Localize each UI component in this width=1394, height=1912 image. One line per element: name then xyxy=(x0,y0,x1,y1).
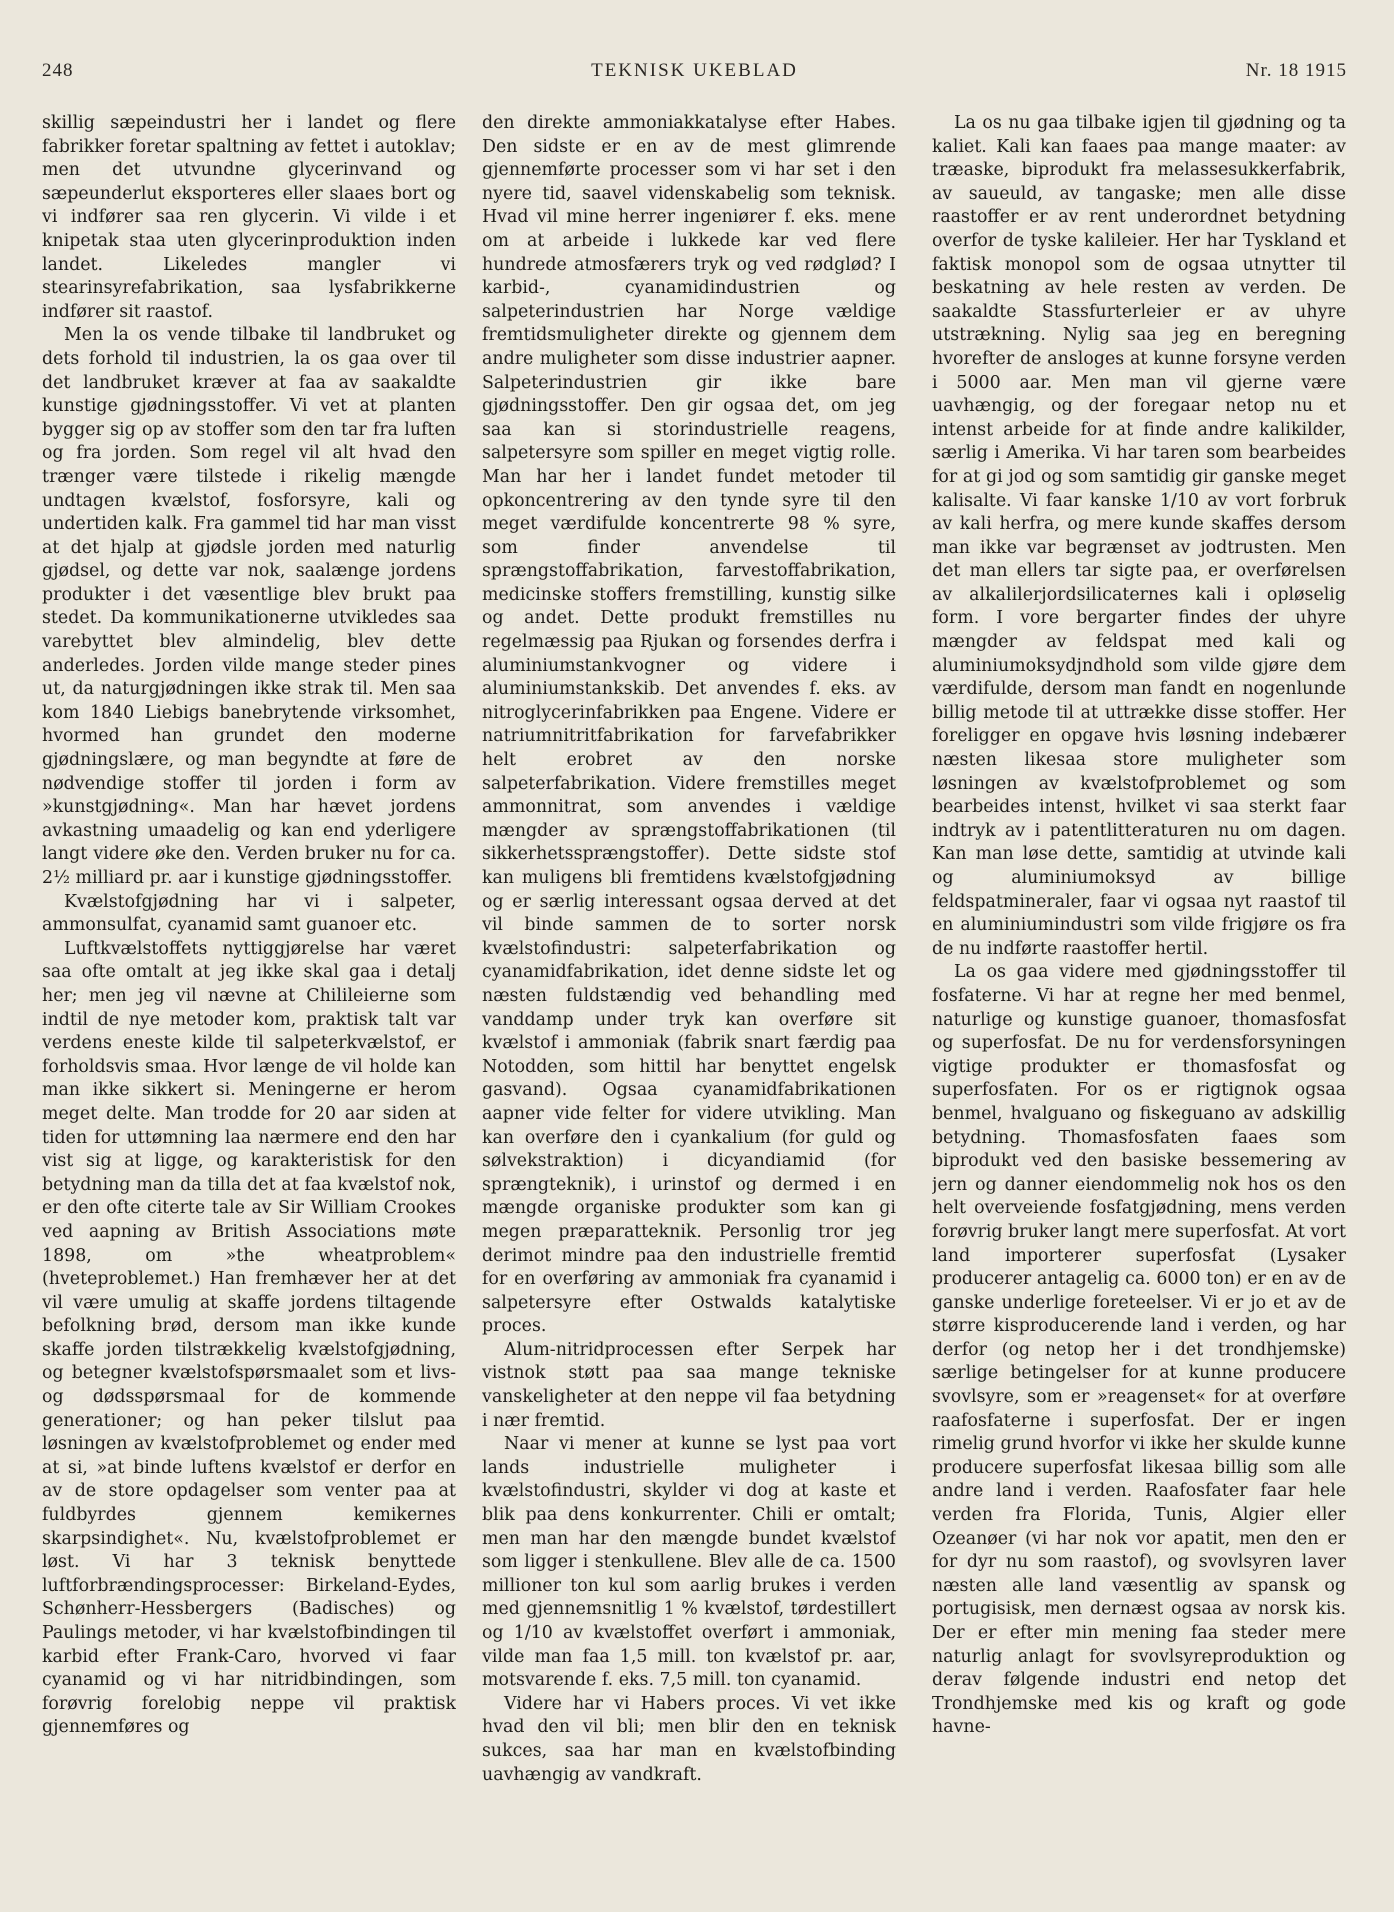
issue-number: Nr. 18 1915 xyxy=(1245,60,1347,81)
paragraph: Naar vi mener at kunne se lyst paa vort lands industrielle muligheter i kvælstofindustri, skylder vi dog at kaste et blik paa dens konkurrenter. Chili er omtalt; men man har den mængde bundet kvælstof som ligger i stenkullene. Blev alle de ca. 1500 millioner ton kul som aarlig brukes i verden med gjennemsnitlig 1 % kvælstof, tørdestillert og 1/10 av kvælstoffet overført i ammoniak, vilde man faa 1,5 mill. ton kvælstof pr. aar, motsvarende f. eks. 7,5 mill. ton cyanamid. xyxy=(482,1434,896,1691)
paragraph: Men la os vende tilbake til landbruket og dets forhold til industrien, la os gaa over til det landbruket kræver at faa av saakaldte kunstige gjødningsstoffer. Vi vet at planten bygger sig op av stoffer som den tar fra luften og fra jorden. Som regel vil alt hvad den trænger være tilstede i rikelig mængde undtagen kvælstof, fosforsyre, kali og undertiden kalk. Fra gammel tid har man visst at det hjalp at gjødsle jorden med naturlig gjødsel, og dette var nok, saalænge jordens produkter i det væsentlige blev brukt paa stedet. Da kommunikationerne utvikledes saa varebyttet blev almindelig, blev dette anderledes. Jorden vilde mange steder pines ut, da naturgjødningen ikke strak til. Men saa kom 1840 Liebigs banebrytende virksomhet, hvormed han grundet den moderne gjødningslære, og man begyndte at føre de nødvendige stoffer til jorden i form av »kunstgjødning«. Man har hævet jordens avkastning umaadelig og kan end yderligere langt videre øke den. Verden bruker nu for ca. 2½ milliard pr. aar i kunstige gjødningsstoffer. xyxy=(42,325,456,888)
paragraph: La os gaa videre med gjødningsstoffer til fosfaterne. Vi har at regne her med benmel, naturlige og kunstige guanoer, thomasfosfat og superfosfat. De nu for verdensforsyningen vigtige produkter er thomasfosfat og superfosfaten. For os er rigtignok ogsaa benmel, hvalguano og fiskeguano av adskillig betydning. Thomasfosfaten faaes som biprodukt ved den basiske bessemering av jern og danner eiendommelig nok hos os den helt overveiende fosfatgjødning, mens verden forøvrig bruker langt mere superfosfat. At vort land importerer superfosfat (Lysaker producerer antagelig ca. 6000 ton) er en av de ganske underlige foreteelser. Vi er jo et av de større kisproducerende land i verden, og har derfor (og netop her i det trondhjemske) særlige betingelser for at kunne producere svovlsyre, som er »reagenset« for at overføre raafosfaterne i superfosfat. Der er ingen rimelig grund hvorfor vi ikke her skulde kunne producere superfosfat likesaa billig som alle andre land i verden. Raafosfater faar hele verden fra Florida, Tunis, Algier eller Ozeanøer (vi har nok vor apatit, men den er for dyr nu som raastof), og svovlsyren laver næsten alle land væsentlig av spansk og portugisisk, men dernæst ogsaa av norsk kis. Der er efter min mening faa steder mere naturlig anlagt for svovlsyreproduktion og derav følgende industri end netop det Trondhjemske med kis og kraft og gode havne- xyxy=(932,962,1346,1738)
paragraph: den direkte ammoniakkatalyse efter Habes. Den sidste er en av de mest glimrende gjennemførte processer som vi har set i den nyere tid, saavel videnskabelig som teknisk. Hvad vil mine herrer ingeniører f. eks. mene om at arbeide i lukkede kar ved flere hundrede atmosfærers tryk og ved rødglød? I karbid-, cyanamidindustrien og salpeterindustrien har Norge vældige fremtidsmuligheter direkte og gjennem dem andre muligheter som disse industrier aapner. Salpeterindustrien gir ikke bare gjødningsstoffer. Den gir ogsaa det, om jeg saa kan si storindustrielle reagens, salpetersyre som spiller en meget vigtig rolle. Man har her i landet fundet metoder til opkoncentrering av den tynde syre til den meget værdifulde koncentrerte 98 % syre, som finder anvendelse til sprængstoffabrikation, farvestoffabrikation, medicinske stoffers fremstilling, kunstig silke og andet. Dette produkt fremstilles nu regelmæssig paa Rjukan og forsendes derfra i aluminiumstankvogner og videre i aluminiumstankskib. Det anvendes f. eks. av nitroglycerinfabrikken paa Engene. Videre er natriumnitritfabrikation for farvefabrikker helt erobret av den norske salpeterfabrikation. Videre fremstilles meget ammonnitrat, som anvendes i vældige mængder av sprængstoffabrikationen (til sikkerhetssprængstoffer). Dette sidste stof kan muligens bli fremtidens kvælstofgjødning og er særlig interessant ogsaa derved at det vil binde sammen de to sorter norsk kvælstofindustri: salpeterfabrikation og cyanamidfabrikation, idet denne sidste let og næsten fuldstændig ved behandling med vanddamp under tryk kan overføre sit kvælstof i ammoniak (fabrik snart færdig paa Notodden, som hittil har benyttet engelsk gasvand). Ogsaa cyanamidfabrikationen aapner vide felter for videre utvikling. Man kan overføre den i cyankalium (for guld og sølvekstraktion) i dicyandiamid (for sprængteknik), i urinstof og dermed i en mængde organiske produkter som kan gi megen præparatteknik. Personlig tror jeg derimot mindre paa den industrielle fremtid for en overføring av ammoniak fra cyanamid i salpetersyre efter Ostwalds katalytiske proces. xyxy=(482,113,896,1337)
text-column-2 xyxy=(482,112,896,1892)
paragraph: Kvælstofgjødning har vi i salpeter, ammonsulfat, cyanamid samt guanoer etc. xyxy=(42,891,456,936)
journal-title: TEKNISK UKEBLAD xyxy=(591,60,798,81)
page-number: 248 xyxy=(42,60,74,81)
paragraph: Luftkvælstoffets nyttiggjørelse har været saa ofte omtalt at jeg ikke skal gaa i detalj her; men jeg vil nævne at Chilileierne som indtil de nye metoder kom, praktisk talt var verdens eneste kilde til salpeterkvælstof, er forholdsvis smaa. Hvor længe de vil holde kan man ikke sikkert si. Meningerne er herom meget delte. Man trodde for 20 aar siden at tiden for uttømning laa nærmere end den har vist sig at ligge, og karakteristisk for den betydning man da tilla det at faa kvælstof nok, er den ofte citerte tale av Sir William Crookes ved aapning av British Associations møte 1898, om »the wheatproblem« (hveteproblemet.) Han fremhæver her at det vil være umulig at skaffe jordens tiltagende befolkning brød, dersom man ikke kunde skaffe jorden tilstrækkelig kvælstofgjødning, og betegner kvælstofspørsmaalet som et livs- og dødsspørsmaal for de kommende generationer; og han peker tilslut paa løsningen av kvælstofproblemet og ender med at si, »at binde luftens kvælstof er derfor en av de store opdagelser som venter paa at fuldbyrdes gjennem kemikernes skarpsindighet«. Nu, kvælstofproblemet er løst. Vi har 3 teknisk benyttede luftforbrændingsprocesser: Birkeland-Eydes, Schønherr-Hessbergers (Badisches) og Paulings metoder, vi har kvælstofbindingen til karbid efter Frank-Caro, hvorved vi faar cyanamid og vi har nitridbindingen, som forøvrig forelobig neppe vil praktisk gjennemføres og xyxy=(42,938,456,1738)
paragraph: skillig sæpeindustri her i landet og flere fabrikker foretar spaltning av fettet i autoklav; men det utvundne glycerinvand og sæpeunderlut eksporteres eller slaaes bort og vi indfører saa ren glycerin. Vi vilde i et knipetak staa uten glycerinproduktion inden landet. Likeledes mangler vi stearinsyrefabrikation, saa lysfabrikkerne indfører sit raastof. xyxy=(42,113,456,322)
paragraph: La os nu gaa tilbake igjen til gjødning og ta kaliet. Kali kan faaes paa mange maater: av træaske, biprodukt fra melassesukkerfabrik, av saueuld, av tangaske; men alle disse raastoffer er av rent underordnet betydning overfor de tyske kalileier. Her har Tyskland et faktisk monopol som de ogsaa utnytter til beskatning av hele resten av verden. De saakaldte Stassfurterleier er av uhyre utstrækning. Nylig saa jeg en beregning hvorefter de ansloges at kunne forsyne verden i 5000 aar. Men man vil gjerne være uavhængig, og der foregaar netop nu et intenst arbeide for at finde andre kalikilder, særlig i Amerika. Vi har taren som bearbeides for at gi jod og som samtidig gir ganske meget kalisalte. Vi faar kanske 1/10 av vort forbruk av kali herfra, og mere kunde skaffes dersom man ikke var begrænset av jodtrusten. Men det man ellers tar sigte paa, er overførelsen av alkalilerjordsilicaternes kali i opløselig form. I vore bergarter findes der uhyre mængder av feldspat med kali og aluminiumoksydjndhold som vilde gjøre dem værdifulde, dersom man fandt en nogenlunde billig metode til at uttrække disse stoffer. Her foreligger en opgave hvis løsning indebærer næsten likesaa store muligheter som løsningen av kvælstofproblemet og som bearbeides intenst, hvilket vi saa sterkt faar indtryk av i patentlitteraturen nu om dagen. Kan man løse dette, samtidig at utvinde kali og aluminiumoksyd av billige feldspatmineraler, faar vi ogsaa nyt raastof til en aluminiumindustri som vilde frigjøre os fra de nu indførte raastoffer hertil. xyxy=(932,113,1346,959)
paragraph: Videre har vi Habers proces. Vi vet ikke hvad den vil bli; men blir den en teknisk sukces, saa har man en kvælstofbinding uavhængig av vandkraft. xyxy=(482,1693,896,1785)
running-head xyxy=(42,60,1347,94)
text-column-1 xyxy=(42,112,456,1892)
paragraph: Alum-nitridprocessen efter Serpek har vistnok støtt paa saa mange tekniske vanskeligheter at den neppe vil faa betydning i nær fremtid. xyxy=(482,1339,896,1431)
text-column-3 xyxy=(932,112,1346,1892)
